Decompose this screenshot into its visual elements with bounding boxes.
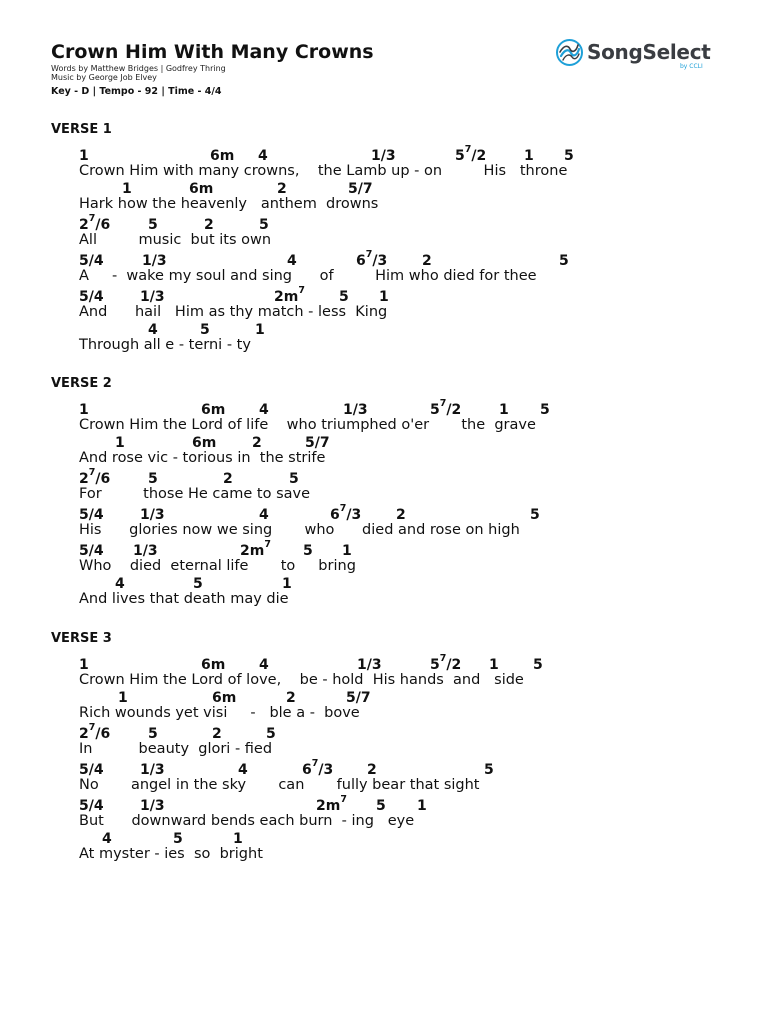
chord: $5^7/2$ <box>430 653 462 673</box>
section-title: VERSE 3 <box>51 631 112 646</box>
songselect-logo <box>556 39 718 73</box>
chord-line <box>0 690 768 724</box>
chord-extension: 7 <box>339 503 347 515</box>
lyric-line: Crown Him with many crowns, the Lamb up - on His throne <box>79 163 568 179</box>
chord-line <box>0 831 768 865</box>
chord: $2^7/6$ <box>79 213 111 233</box>
chord: 2 <box>367 762 377 778</box>
chord: 1 <box>282 576 292 592</box>
lyric-line: At myster - ies so bright <box>79 846 263 862</box>
chord: 2 <box>277 181 287 197</box>
lyric-line: Crown Him the Lord of life who triumphed o'er the grave <box>79 417 536 433</box>
chord: 5 <box>259 217 269 233</box>
chord: $6^7/3$ <box>330 503 362 523</box>
lyric-line: All music but its own <box>79 232 272 248</box>
chord: 1/3 <box>343 402 368 418</box>
chord: 2 <box>212 726 222 742</box>
chord: 6m <box>210 148 235 164</box>
chord: 2 <box>286 690 296 706</box>
chord: 4 <box>259 402 269 418</box>
chord-extension: 7 <box>365 249 373 261</box>
chord: 4 <box>148 322 158 338</box>
music-credit: Music by George Job Elvey <box>51 73 157 82</box>
lyric-line: But downward bends each burn - ing eye <box>79 813 415 829</box>
chord: 5/4 <box>79 798 104 814</box>
chord: 2 <box>204 217 214 233</box>
chord-line <box>0 249 768 287</box>
chord-line <box>0 758 768 796</box>
chord: 4 <box>259 507 269 523</box>
lyric-line: Through all e - terni - ty <box>79 337 251 353</box>
chord: $2^7/6$ <box>79 722 111 742</box>
chord: 5/4 <box>79 762 104 778</box>
lyric-line: In beauty glori - fied <box>79 741 273 757</box>
chord: 1 <box>79 657 89 673</box>
chord: 5/7 <box>305 435 330 451</box>
chord-extension: 7 <box>264 539 271 551</box>
chord-extension: 7 <box>298 285 305 297</box>
chord: 1 <box>115 435 125 451</box>
lyric-line: For those He came to save <box>79 486 311 502</box>
chord: 6m <box>201 402 226 418</box>
chord: 4 <box>258 148 268 164</box>
chord: 5 <box>148 217 158 233</box>
chord-extension: 7 <box>311 758 319 770</box>
chord: 4 <box>115 576 125 592</box>
chord: 4 <box>238 762 248 778</box>
words-credit: Words by Matthew Bridges | Godfrey Thring <box>51 64 226 73</box>
chord-line <box>0 653 768 691</box>
lyric-line: Rich wounds yet visi - ble a - bove <box>79 705 360 721</box>
chord: 1 <box>122 181 132 197</box>
chord: 1 <box>255 322 265 338</box>
chord: $2m^7$ <box>316 794 347 814</box>
lyric-line: Hark how the heavenly anthem drowns <box>79 196 379 212</box>
chord: 1 <box>118 690 128 706</box>
chord: 5/4 <box>79 289 104 305</box>
chord: 5 <box>193 576 203 592</box>
chord: 5/7 <box>348 181 373 197</box>
chord-extension: 7 <box>88 213 96 225</box>
chord: $2m^7$ <box>274 285 305 305</box>
chord: 2 <box>252 435 262 451</box>
chord: 1/3 <box>371 148 396 164</box>
chord: 4 <box>287 253 297 269</box>
chord: 1 <box>489 657 499 673</box>
chord: 4 <box>259 657 269 673</box>
chord: 4 <box>102 831 112 847</box>
chord: 5 <box>564 148 574 164</box>
chord: $6^7/3$ <box>302 758 334 778</box>
lyric-line: Who died eternal life to bring <box>79 558 356 574</box>
section-title: VERSE 1 <box>51 122 112 137</box>
chord: 2 <box>223 471 233 487</box>
chord: 5/4 <box>79 543 104 559</box>
chord-line <box>0 285 768 323</box>
chord: 1/3 <box>140 798 165 814</box>
chord: 5/7 <box>346 690 371 706</box>
chord: 5 <box>303 543 313 559</box>
chord: 5 <box>533 657 543 673</box>
chord: 5 <box>200 322 210 338</box>
chord-line <box>0 467 768 505</box>
chord: 5/4 <box>79 253 104 269</box>
chord: 1 <box>79 402 89 418</box>
chord-line <box>0 576 768 610</box>
chord-extension: 7 <box>439 398 447 410</box>
chord: 1 <box>499 402 509 418</box>
chord-line <box>0 213 768 251</box>
chord: 1/3 <box>140 289 165 305</box>
chord-extension: 7 <box>464 144 472 156</box>
chord: 2 <box>422 253 432 269</box>
chord: 5 <box>376 798 386 814</box>
lyric-line: No angel in the sky can fully bear that sight <box>79 777 480 793</box>
chord-extension: 7 <box>340 794 347 806</box>
chord: $2m^7$ <box>240 539 271 559</box>
chord-line <box>0 181 768 215</box>
chord-line <box>0 539 768 577</box>
song-title: Crown Him With Many Crowns <box>51 41 374 63</box>
chord-line <box>0 435 768 469</box>
chord: 2 <box>396 507 406 523</box>
chord-line <box>0 794 768 832</box>
chord: $5^7/2$ <box>430 398 462 418</box>
lyric-line: And rose vic - torious in the strife <box>79 450 326 466</box>
chord-line <box>0 722 768 760</box>
chord: 1/3 <box>133 543 158 559</box>
lyric-line: Crown Him the Lord of love, be - hold His hands and side <box>79 672 524 688</box>
chord: 5 <box>559 253 569 269</box>
chord: 1 <box>342 543 352 559</box>
chord: $2^7/6$ <box>79 467 111 487</box>
chord: 5 <box>339 289 349 305</box>
chord: 1 <box>524 148 534 164</box>
chord: 6m <box>212 690 237 706</box>
chord: 1 <box>79 148 89 164</box>
section-title: VERSE 2 <box>51 376 112 391</box>
chord: 6m <box>189 181 214 197</box>
chord: 1 <box>417 798 427 814</box>
chord: 6m <box>192 435 217 451</box>
lyric-line: His glories now we sing who died and rose on high <box>79 522 520 538</box>
logo-tagline: by CCLI <box>680 63 703 70</box>
lyric-line: And lives that death may die <box>79 591 289 607</box>
chord-line <box>0 144 768 182</box>
chord: 5 <box>540 402 550 418</box>
chord: 1/3 <box>140 762 165 778</box>
chord: 5 <box>484 762 494 778</box>
chord: 1/3 <box>140 507 165 523</box>
songselect-wave-icon <box>556 39 583 66</box>
chord-line <box>0 398 768 436</box>
song-meta: Key - D | Tempo - 92 | Time - 4/4 <box>51 86 222 97</box>
chord: $5^7/2$ <box>455 144 487 164</box>
chord: 5 <box>266 726 276 742</box>
lyric-line: And hail Him as thy match - less King <box>79 304 388 320</box>
lyric-line: A - wake my soul and sing of Him who died for thee <box>79 268 537 284</box>
chord: 1/3 <box>357 657 382 673</box>
chord: 5 <box>148 726 158 742</box>
chord: 1 <box>233 831 243 847</box>
chord: 5 <box>173 831 183 847</box>
chord-extension: 7 <box>88 467 96 479</box>
chord-line <box>0 503 768 541</box>
chord-extension: 7 <box>88 722 96 734</box>
chord: 5 <box>148 471 158 487</box>
chord: 1/3 <box>142 253 167 269</box>
logo-wordmark: SongSelect <box>587 40 711 64</box>
chord: 5 <box>530 507 540 523</box>
chord: 5 <box>289 471 299 487</box>
chord-extension: 7 <box>439 653 447 665</box>
chord: $6^7/3$ <box>356 249 388 269</box>
chord: 6m <box>201 657 226 673</box>
chord-line <box>0 322 768 356</box>
chord: 1 <box>379 289 389 305</box>
chord: 5/4 <box>79 507 104 523</box>
